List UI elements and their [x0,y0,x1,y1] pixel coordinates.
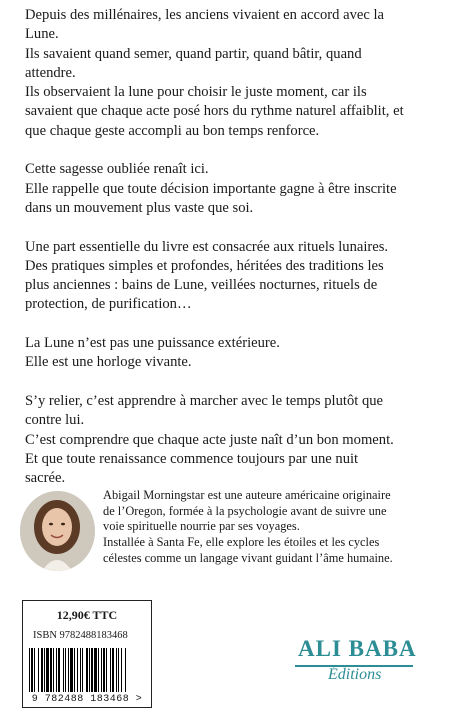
publisher-logo [295,636,425,706]
author-portrait-icon [20,491,95,571]
back-cover-text [25,6,430,508]
publisher-subtitle: Éditions [328,666,382,683]
publisher-name: ALI BABA [298,636,417,661]
paragraph: Cette sagesse oubliée renaît ici. Elle rappelle que toute décision importante gagne à être inscrite dans un mouvement plus vaste que soi. [25,161,397,216]
paragraph: La Lune n’est pas une puissance extérieure. Elle est une horloge vivante. [25,335,280,371]
price-barcode-box [22,600,152,708]
author-bio: Abigail Morningstar est une auteure américaine originaire de l’Oregon, formée à la psychologie avant de suivre une voie spirituelle nourrie par ses voyages. Installée à Santa Fe, elle explore les étoiles et les cycles célestes comme un langage vivant guidant l’âme humaine. [103,488,393,565]
paragraph: S’y relier, c’est apprendre à marcher avec le temps plutôt que contre lui. C’est comprendre que chaque acte juste naît d’un bon moment. Et que toute renaissance commence toujours par une nuit sacrée. [25,392,394,487]
price-label: 12,90€ TTC [56,608,118,622]
barcode [27,648,147,692]
isbn-label: ISBN 9782488183468 [33,630,128,641]
barcode-number: 9 782488 183468 > [31,694,143,705]
paragraph: Une part essentielle du livre est consacrée aux rituels lunaires. Des pratiques simples et profondes, héritées des traditions les plus anciennes : bains de Lune, veillées nocturnes, rituels de protection, de purification… [25,238,389,313]
author-photo [20,491,95,571]
paragraph: Depuis des millénaires, les anciens vivaient en accord avec la Lune. Ils savaient quand semer, quand partir, quand bâtir, quand attendre. Ils observaient la lune pour choisir le juste moment, car ils savaient que chaque acte posé hors du rythme naturel affaiblit, et que chaque geste accompli au bon temps renforce. [25,7,404,139]
